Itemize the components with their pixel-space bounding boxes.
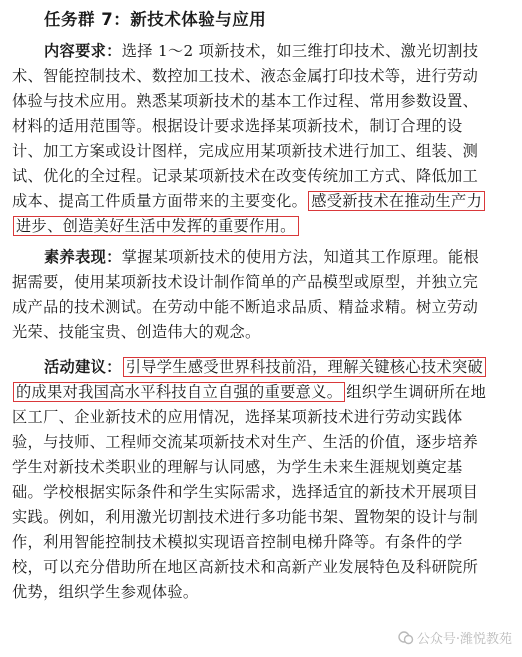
content-requirement-line-3: 体验与技术应用。熟悉某项新技术的基本工作过程、常用参数设置、 (12, 92, 479, 110)
literacy-line-1: 素养表现：掌握某项新技术的使用方法，知道其工作原理。能根 (44, 248, 480, 266)
content-requirement-line-8 (12, 216, 300, 236)
section-title: 任务群 7：新技术体验与应用 (44, 10, 267, 29)
highlight-box-2b: 的成果对我国高水平科技自立自强的重要意义。 (13, 382, 345, 402)
content-requirement-line-1: 内容要求：选择 1～2 项新技术，如三维打印技术、激光切割技 (44, 42, 479, 60)
content-requirement-line-6: 试、优化的全过程。记录某项新技术在改变传统加工方式、降低加工 (12, 167, 479, 185)
activity-line-1 (44, 357, 487, 377)
activity-line-9: 校，可以充分借助所在地区高新技术和高新产业发展特色及科研院所 (12, 558, 479, 576)
literacy-line-4: 光荣、技能宝贵、创造伟大的观念。 (12, 323, 261, 341)
activity-line-5: 学生对新技术类职业的理解与认同感，为学生未来生涯规划奠定基 (12, 458, 463, 476)
activity-line-8: 作，利用智能控制技术模拟实现语音控制电梯升降等。有条件的学 (12, 533, 463, 551)
highlight-box-1b: 进步、创造美好生活中发挥的重要作用。 (13, 216, 299, 236)
content-requirement-line-2: 术、智能控制技术、数控加工技术、液态金属打印技术等，进行劳动 (12, 67, 479, 85)
literacy-label: 素养表现： (44, 248, 122, 266)
activity-line-3: 区工厂、企业新技术的应用情况，选择某项新技术进行劳动实践体 (12, 408, 463, 426)
content-requirement-line-5: 计、加工方案或设计图样，完成应用某项新技术进行加工、组装、测 (12, 142, 479, 160)
content-requirement-line-7: 成本、提高工件质量方面带来的主要变化。 感受新技术在推动生产力 (12, 191, 486, 211)
watermark: 公众号·潍悦教苑 (398, 628, 512, 647)
highlight-box-2a: 引导学生感受世界科技前沿，理解关键核心技术突破 (123, 357, 486, 377)
content-requirement-line-4: 材料的适用范围等。根据设计要求选择某项新技术，制订合理的设 (12, 117, 463, 135)
wechat-icon (398, 630, 414, 646)
literacy-line-2: 据需要，使用某项新技术设计制作简单的产品模型或原型，并独立完 (12, 273, 479, 291)
activity-line-7: 实践。例如，利用激光切割技术进行多功能书架、置物架的设计与制 (12, 508, 479, 526)
activity-label: 活动建议： (44, 358, 122, 376)
activity-line-4: 验，与技师、工程师交流某项新技术对生产、生活的价值，逐步培养 (12, 433, 479, 451)
literacy-line-3: 成产品的技术测试。在劳动中能不断追求品质、精益求精。树立劳动 (12, 298, 479, 316)
content-requirement-label: 内容要求： (44, 42, 122, 60)
highlight-box-1a: 感受新技术在推动生产力 (308, 191, 485, 211)
activity-line-6: 础。学校根据实际条件和学生实际需求，选择适宜的新技术开展项目 (12, 483, 479, 501)
activity-line-10: 优势，组织学生参观体验。 (12, 583, 199, 601)
activity-line-2: 的成果对我国高水平科技自立自强的重要意义。 组织学生调研所在地 (12, 382, 486, 402)
